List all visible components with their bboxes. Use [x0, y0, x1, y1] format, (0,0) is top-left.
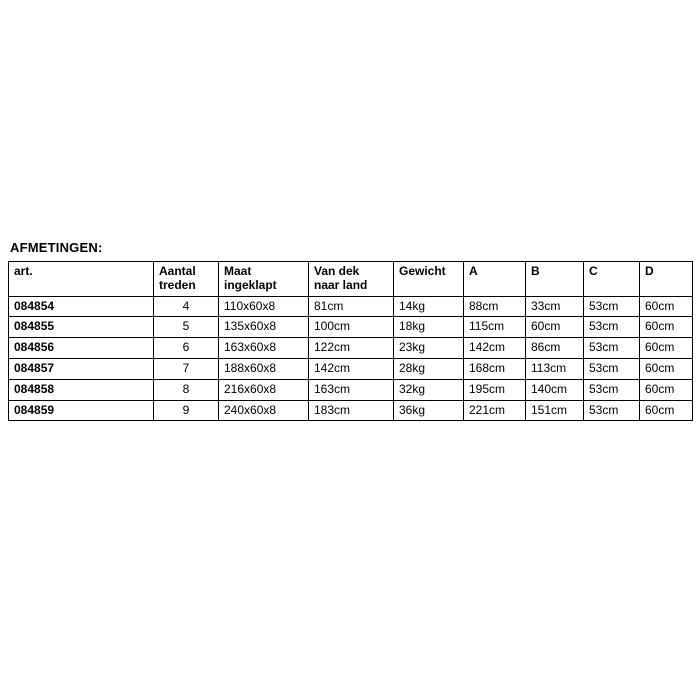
- cell-art: 084855: [9, 317, 154, 338]
- cell-c: 53cm: [584, 296, 640, 317]
- cell-van-dek-naar-land: 163cm: [309, 379, 394, 400]
- page-title: AFMETINGEN:: [10, 240, 103, 255]
- cell-a: 221cm: [464, 400, 526, 421]
- cell-b: 151cm: [526, 400, 584, 421]
- cell-van-dek-naar-land: 122cm: [309, 338, 394, 359]
- cell-d: 60cm: [640, 400, 693, 421]
- table-row: [9, 317, 693, 338]
- column-header-c: C: [584, 262, 640, 297]
- cell-d: 60cm: [640, 379, 693, 400]
- cell-c: 53cm: [584, 358, 640, 379]
- table-header-row: [9, 262, 693, 297]
- table-row: [9, 379, 693, 400]
- cell-van-dek-naar-land: 142cm: [309, 358, 394, 379]
- table-header: [9, 262, 693, 297]
- cell-b: 60cm: [526, 317, 584, 338]
- cell-maat-ingeklapt: 110x60x8: [219, 296, 309, 317]
- cell-a: 115cm: [464, 317, 526, 338]
- cell-a: 142cm: [464, 338, 526, 359]
- column-header-gewicht: Gewicht: [394, 262, 464, 297]
- table-row: [9, 296, 693, 317]
- cell-art: 084854: [9, 296, 154, 317]
- column-header-a: A: [464, 262, 526, 297]
- table-row: [9, 358, 693, 379]
- column-header-art: art.: [9, 262, 154, 297]
- cell-b: 33cm: [526, 296, 584, 317]
- cell-art: 084857: [9, 358, 154, 379]
- dimensions-table: [8, 261, 693, 421]
- cell-van-dek-naar-land: 100cm: [309, 317, 394, 338]
- cell-a: 195cm: [464, 379, 526, 400]
- column-header-b: B: [526, 262, 584, 297]
- cell-aantal-treden: 6: [154, 338, 219, 359]
- cell-c: 53cm: [584, 400, 640, 421]
- cell-gewicht: 14kg: [394, 296, 464, 317]
- cell-aantal-treden: 5: [154, 317, 219, 338]
- column-header-van-dek-naar-land: Van dek naar land: [309, 262, 394, 297]
- cell-a: 168cm: [464, 358, 526, 379]
- cell-maat-ingeklapt: 188x60x8: [219, 358, 309, 379]
- cell-art: 084856: [9, 338, 154, 359]
- cell-d: 60cm: [640, 358, 693, 379]
- cell-b: 140cm: [526, 379, 584, 400]
- cell-aantal-treden: 9: [154, 400, 219, 421]
- cell-a: 88cm: [464, 296, 526, 317]
- cell-c: 53cm: [584, 317, 640, 338]
- cell-maat-ingeklapt: 240x60x8: [219, 400, 309, 421]
- cell-gewicht: 23kg: [394, 338, 464, 359]
- cell-gewicht: 28kg: [394, 358, 464, 379]
- cell-maat-ingeklapt: 163x60x8: [219, 338, 309, 359]
- cell-maat-ingeklapt: 216x60x8: [219, 379, 309, 400]
- table-row: [9, 400, 693, 421]
- cell-gewicht: 36kg: [394, 400, 464, 421]
- cell-aantal-treden: 7: [154, 358, 219, 379]
- cell-c: 53cm: [584, 379, 640, 400]
- cell-van-dek-naar-land: 81cm: [309, 296, 394, 317]
- cell-art: 084858: [9, 379, 154, 400]
- cell-gewicht: 18kg: [394, 317, 464, 338]
- cell-aantal-treden: 4: [154, 296, 219, 317]
- table-row: [9, 338, 693, 359]
- column-header-d: D: [640, 262, 693, 297]
- cell-d: 60cm: [640, 317, 693, 338]
- column-header-aantal-treden: Aantal treden: [154, 262, 219, 297]
- cell-b: 113cm: [526, 358, 584, 379]
- cell-art: 084859: [9, 400, 154, 421]
- column-header-maat-ingeklapt: Maat ingeklapt: [219, 262, 309, 297]
- cell-d: 60cm: [640, 296, 693, 317]
- cell-gewicht: 32kg: [394, 379, 464, 400]
- cell-c: 53cm: [584, 338, 640, 359]
- cell-b: 86cm: [526, 338, 584, 359]
- dimensions-section: [8, 240, 692, 421]
- cell-aantal-treden: 8: [154, 379, 219, 400]
- cell-van-dek-naar-land: 183cm: [309, 400, 394, 421]
- table-body: [9, 296, 693, 421]
- cell-maat-ingeklapt: 135x60x8: [219, 317, 309, 338]
- cell-d: 60cm: [640, 338, 693, 359]
